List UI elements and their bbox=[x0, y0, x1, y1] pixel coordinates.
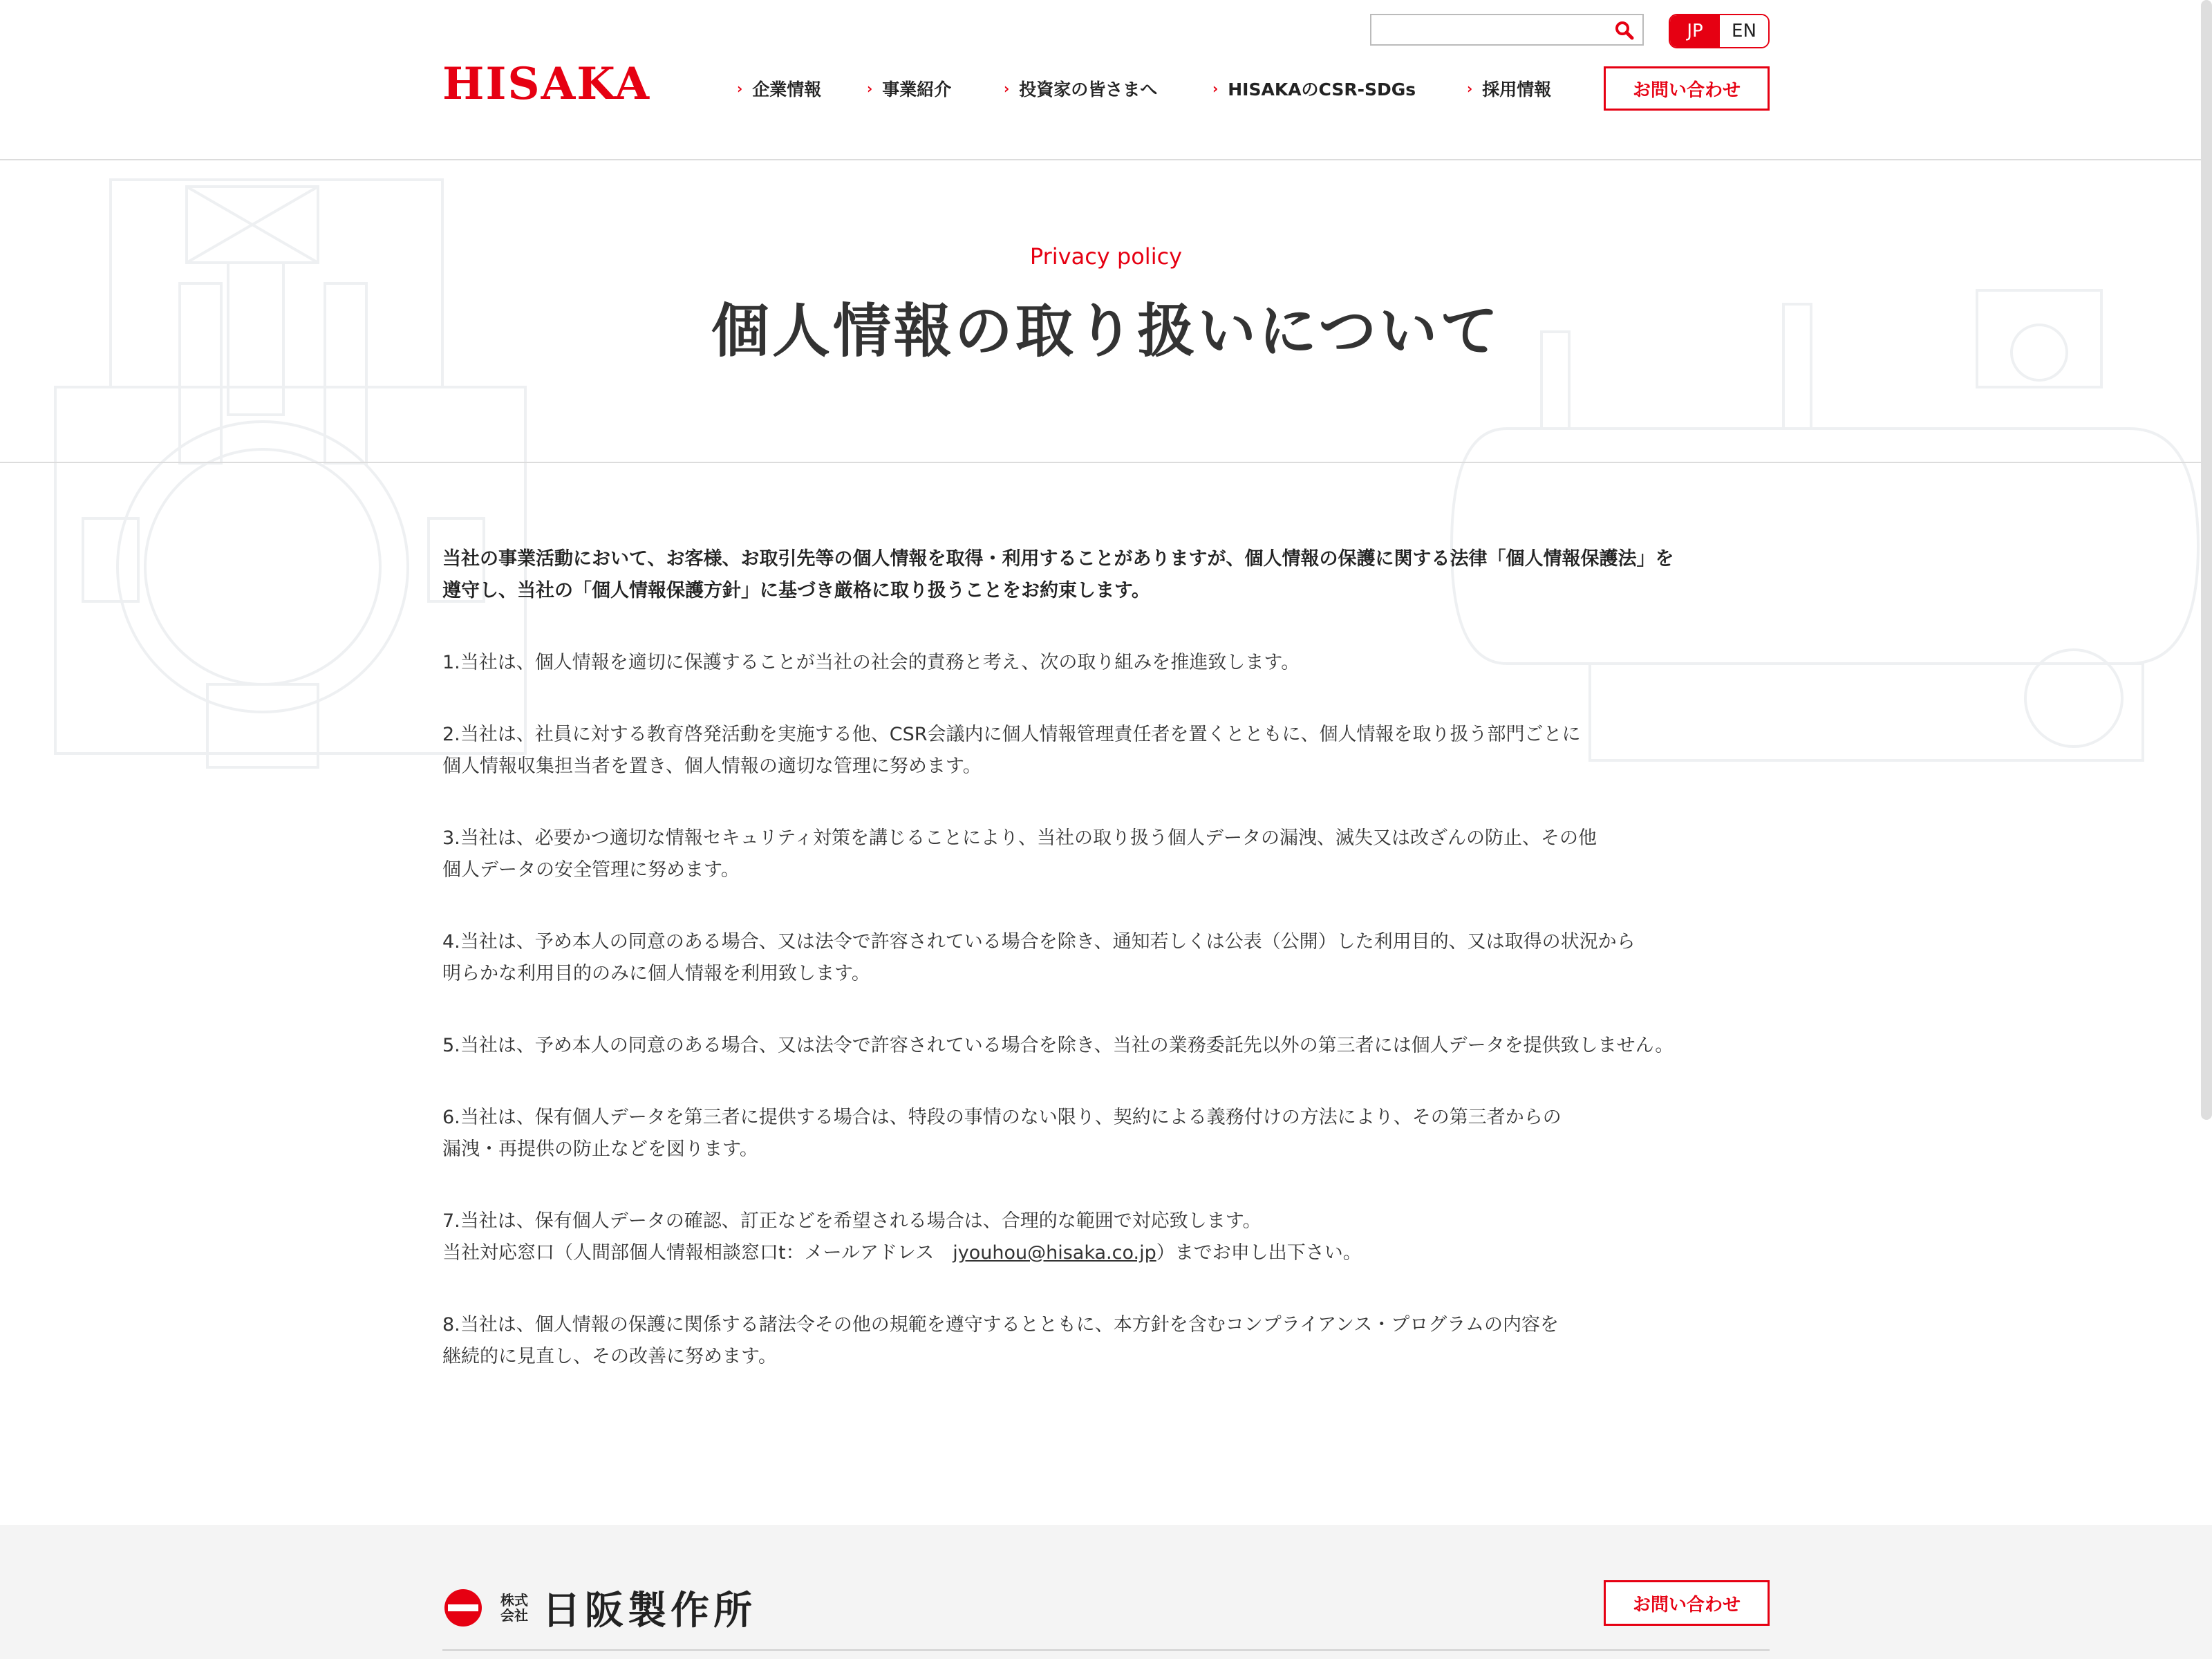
text-line: 明らかな利用目的のみに個人情報を利用致します。 bbox=[442, 963, 870, 984]
text-line: 当社の事業活動において、お客様、お取引先等の個人情報を取得・利用することがありますが、個人情報の保護に関する法律「個人情報保護法」を bbox=[442, 548, 1674, 570]
chevron-right-icon: › bbox=[1212, 80, 1219, 97]
text-line: 個人情報収集担当者を置き、個人情報の適切な管理に努めます。 bbox=[442, 756, 982, 777]
footer-company-kk: 株式会社 bbox=[500, 1592, 528, 1624]
policy-item-5 bbox=[442, 1030, 1742, 1062]
footer-company-logo[interactable] bbox=[442, 1580, 756, 1635]
footer-company-name: 日阪製作所 bbox=[542, 1588, 756, 1633]
scrollbar[interactable] bbox=[2201, 0, 2212, 1120]
privacy-policy-body bbox=[442, 543, 1742, 1413]
text-line: 8.当社は、個人情報の保護に関係する諸法令その他の規範を遵守するとともに、本方針を含むコンプライアンス・プログラムの内容を bbox=[442, 1314, 1559, 1335]
chevron-right-icon: › bbox=[867, 80, 873, 97]
nav-item-company[interactable] bbox=[737, 75, 821, 102]
lead-paragraph bbox=[442, 543, 1742, 607]
nav-item-csr[interactable] bbox=[1212, 75, 1416, 102]
contact-suffix: ）までお申し出下さい。 bbox=[1156, 1242, 1362, 1264]
policy-item-2 bbox=[442, 719, 1742, 782]
language-switcher bbox=[1669, 14, 1770, 48]
nav-label: HISAKAのCSR-SDGs bbox=[1228, 79, 1416, 100]
text-line: 1.当社は、個人情報を適切に保護することが当社の社会的責務と考え、次の取り組みを推進致します。 bbox=[442, 652, 1300, 673]
text-line: 5.当社は、予め本人の同意のある場合、又は法令で許容されている場合を除き、当社の業務委託先以外の第三者には個人データを提供致しません。 bbox=[442, 1035, 1674, 1056]
hisaka-logo[interactable]: HISAKA bbox=[442, 58, 650, 110]
text-line: 2.当社は、社員に対する教育啓発活動を実施する他、CSR会議内に個人情報管理責任者を置くとともに、個人情報を取り扱う部門ごとに bbox=[442, 724, 1581, 745]
contact-button[interactable]: お問い合わせ bbox=[1604, 66, 1770, 111]
page-eyebrow: Privacy policy bbox=[1029, 243, 1183, 270]
footer bbox=[0, 1525, 2212, 1659]
policy-item-1 bbox=[442, 647, 1742, 679]
nav-label: 採用情報 bbox=[1482, 79, 1552, 100]
email-link[interactable]: jyouhou@hisaka.co.jp bbox=[953, 1242, 1156, 1264]
nav-label: 事業紹介 bbox=[882, 79, 952, 100]
policy-item-7 bbox=[442, 1206, 1742, 1269]
nav-item-investors[interactable] bbox=[1004, 75, 1157, 102]
text-line: 漏洩・再提供の防止などを図ります。 bbox=[442, 1138, 758, 1160]
footer-divider bbox=[442, 1649, 1770, 1651]
chevron-right-icon: › bbox=[1004, 80, 1010, 97]
search-box[interactable] bbox=[1370, 14, 1644, 46]
company-mark-icon bbox=[442, 1587, 484, 1629]
lang-jp-button[interactable]: JP bbox=[1670, 15, 1720, 47]
chevron-right-icon: › bbox=[1467, 80, 1473, 97]
nav-item-recruit[interactable] bbox=[1467, 75, 1551, 102]
header-divider bbox=[0, 159, 2212, 160]
hero-divider bbox=[0, 462, 2212, 463]
text-line: 6.当社は、保有個人データを第三者に提供する場合は、特段の事情のない限り、契約による義務付けの方法により、その第三者からの bbox=[442, 1107, 1562, 1128]
text-line: 4.当社は、予め本人の同意のある場合、又は法令で許容されている場合を除き、通知若しくは公表（公開）した利用目的、又は取得の状況から bbox=[442, 931, 1635, 953]
text-line: 個人データの安全管理に努めます。 bbox=[442, 859, 740, 881]
nav-item-business[interactable] bbox=[867, 75, 951, 102]
contact-prefix: 当社対応窓口（人間部個人情報相談窓口t：メールアドレス bbox=[442, 1242, 953, 1264]
page-title: 個人情報の取り扱いについて bbox=[711, 297, 1501, 365]
lang-en-button[interactable]: EN bbox=[1720, 15, 1768, 47]
policy-item-6 bbox=[442, 1102, 1742, 1165]
search-icon[interactable] bbox=[1613, 19, 1635, 41]
text-line: 3.当社は、必要かつ適切な情報セキュリティ対策を講じることにより、当社の取り扱う個人データの漏洩、滅失又は改ざんの防止、その他 bbox=[442, 827, 1597, 849]
text-line: 継続的に見直し、その改善に努めます。 bbox=[442, 1346, 777, 1367]
text-line: 遵守し、当社の「個人情報保護方針」に基づき厳格に取り扱うことをお約束します。 bbox=[442, 580, 1150, 601]
policy-item-4 bbox=[442, 926, 1742, 990]
policy-item-8 bbox=[442, 1309, 1742, 1373]
search-input[interactable] bbox=[1378, 15, 1609, 44]
nav-label: 投資家の皆さまへ bbox=[1019, 79, 1158, 100]
text-line: 7.当社は、保有個人データの確認、訂正などを希望される場合は、合理的な範囲で対応致します。 bbox=[442, 1210, 1262, 1232]
nav-label: 企業情報 bbox=[752, 79, 822, 100]
contact-line bbox=[442, 1237, 1742, 1269]
footer-contact-button[interactable]: お問い合わせ bbox=[1604, 1580, 1770, 1626]
policy-item-3 bbox=[442, 823, 1742, 886]
chevron-right-icon: › bbox=[737, 80, 743, 97]
